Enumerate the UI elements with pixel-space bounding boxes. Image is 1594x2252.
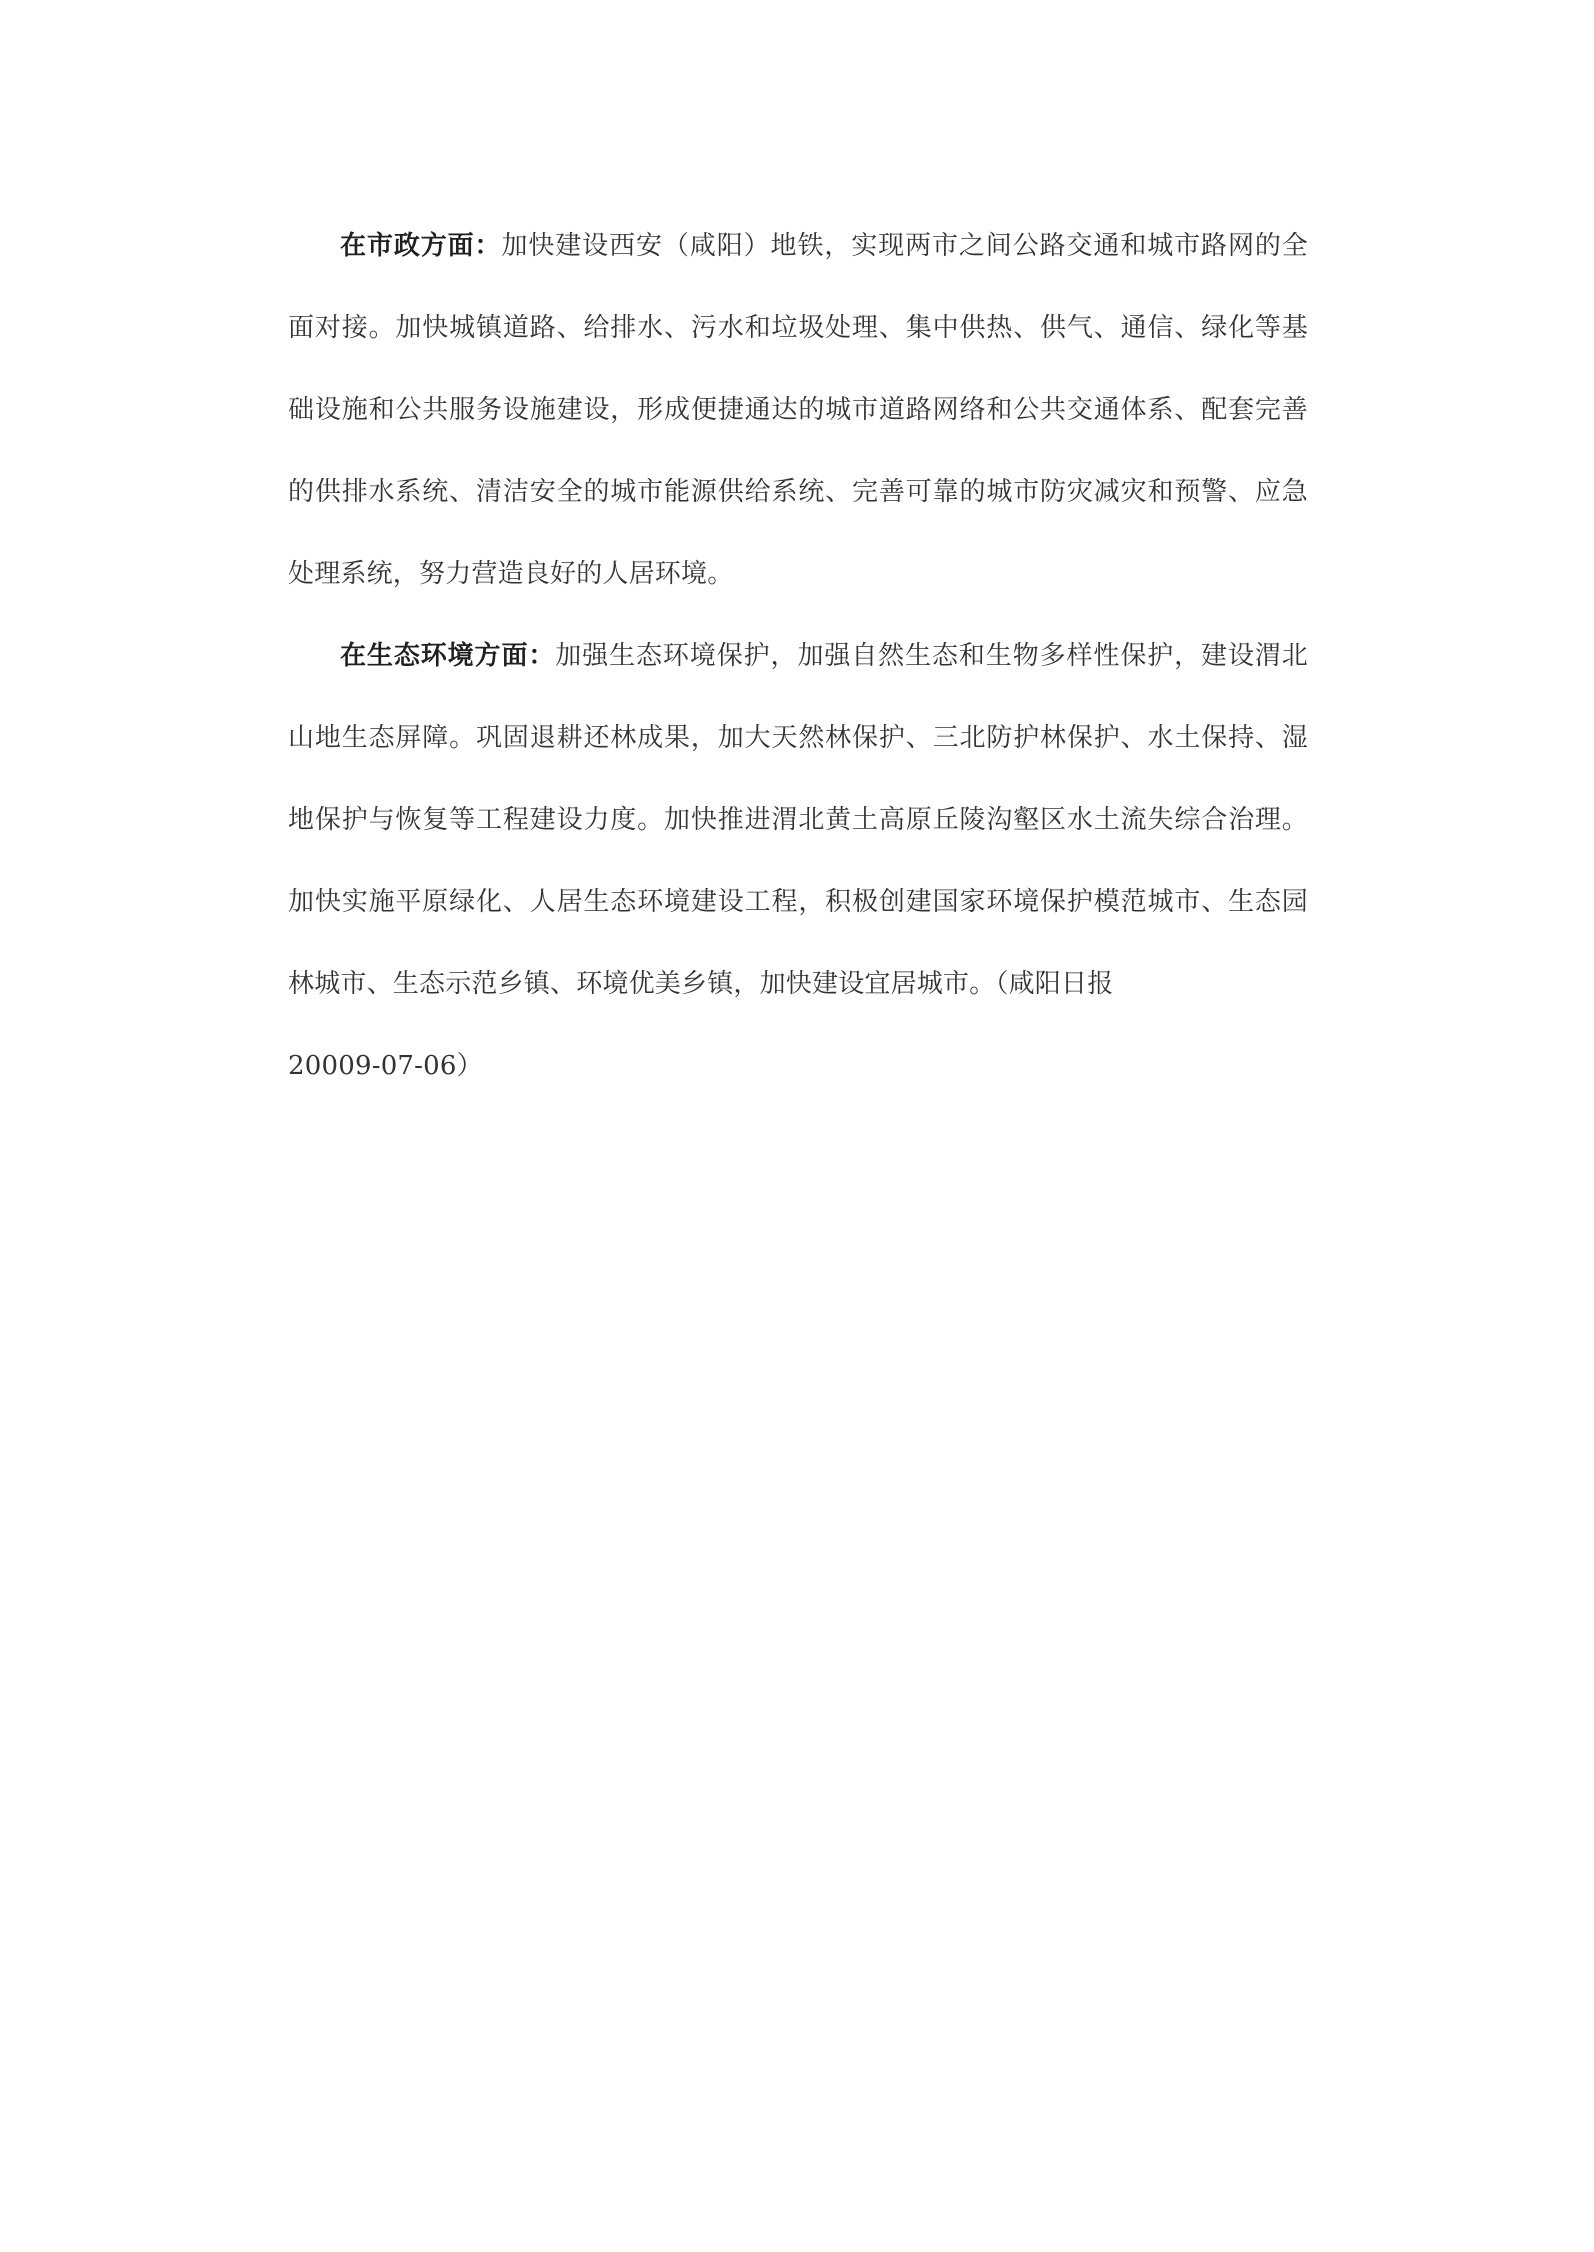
paragraph-ecology	[288, 615, 1308, 1107]
paragraph-text: 加强生态环境保护，加强自然生态和生物多样性保护，建设渭北山地生态屏障。巩固退耕还林成果，加大天然林保护、三北防护林保护、水土保持、湿地保护与恢复等工程建设力度。加快推进渭北黄土高原丘陵沟壑区水土流失综合治理。加快实施平原绿化、人居生态环境建设工程，积极创建国家环境保护模范城市、生态园林城市、生态示范乡镇、环境优美乡镇，加快建设宜居城市。（咸阳日报	[288, 641, 1308, 999]
paragraph-municipal	[288, 205, 1308, 615]
source-date: 20009-07-06）	[288, 1051, 483, 1081]
paragraph-text: 加快建设西安（咸阳）地铁，实现两市之间公路交通和城市路网的全面对接。加快城镇道路、给排水、污水和垃圾处理、集中供热、供气、通信、绿化等基础设施和公共服务设施建设，形成便捷通达的城市道路网络和公共交通体系、配套完善的供排水系统、清洁安全的城市能源供给系统、完善可靠的城市防灾减灾和预警、应急处理系统，努力营造良好的人居环境。	[288, 231, 1308, 589]
paragraph-heading: 在生态环境方面：	[340, 641, 556, 671]
paragraph-heading: 在市政方面：	[340, 231, 502, 261]
document-body	[288, 205, 1308, 1107]
